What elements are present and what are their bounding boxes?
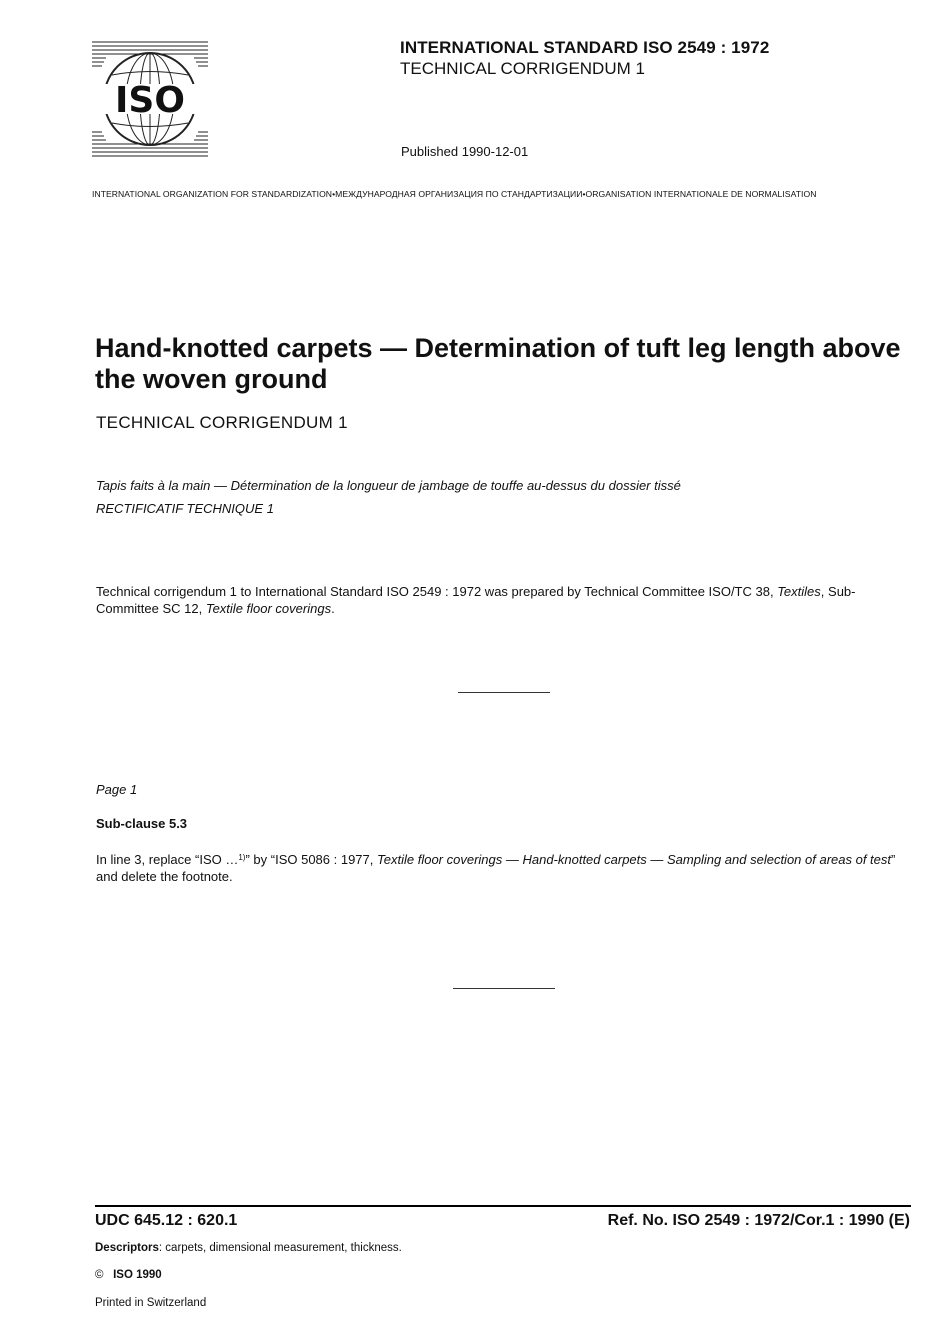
published-date: Published 1990-12-01: [401, 144, 529, 159]
svg-text:ISO: ISO: [115, 80, 185, 121]
french-title: Tapis faits à la main — Détermination de la longueur de jambage de touffe au-dessus du dossier tissé: [96, 478, 681, 493]
iso-logo: [92, 40, 208, 158]
udc-number: UDC 645.12 : 620.1: [95, 1212, 238, 1229]
technical-corrigendum-label: TECHNICAL CORRIGENDUM 1: [96, 413, 348, 432]
descriptors: Descriptors: carpets, dimensional measurement, thickness.: [95, 1242, 402, 1254]
separator-rule: [453, 988, 555, 989]
separator-rule: [458, 692, 550, 693]
footer-rule: [95, 1205, 911, 1207]
document-title: Hand-knotted carpets — Determination of tuft leg length above the woven ground: [95, 333, 901, 394]
subclause-heading: Sub-clause 5.3: [96, 816, 188, 831]
intro-paragraph: Technical corrigendum 1 to International Standard ISO 2549 : 1972 was prepared by Technical Committee ISO/TC 38, Textiles, Sub-Committee SC 12, Textile floor coverings.: [96, 584, 856, 616]
printed-location: Printed in Switzerland: [95, 1297, 207, 1309]
standard-title: INTERNATIONAL STANDARD ISO 2549 : 1972: [400, 38, 770, 57]
correction-text: In line 3, replace “ISO …$^{1)}$” by “ISO 5086 : 1977, Textile floor coverings — Hand-knotted carpets — Sampling and selection of areas of test” and delete the footnote.: [96, 852, 896, 884]
organization-line: INTERNATIONAL ORGANIZATION FOR STANDARDIZATION•МЕЖДУНАРОДНАЯ ОРГАНИЗАЦИЯ ПО СТАНДАРТИЗАЦИИ•ORGANISATION INTERNATIONALE DE NORMALISATION: [92, 189, 817, 199]
copyright-notice: © ISO 1990: [95, 1269, 162, 1281]
corrigendum-label: TECHNICAL CORRIGENDUM 1: [400, 59, 645, 78]
page-label: Page 1: [96, 782, 138, 797]
reference-number: Ref. No. ISO 2549 : 1972/Cor.1 : 1990 (E): [607, 1212, 910, 1229]
french-corrigendum-label: RECTIFICATIF TECHNIQUE 1: [96, 501, 274, 516]
